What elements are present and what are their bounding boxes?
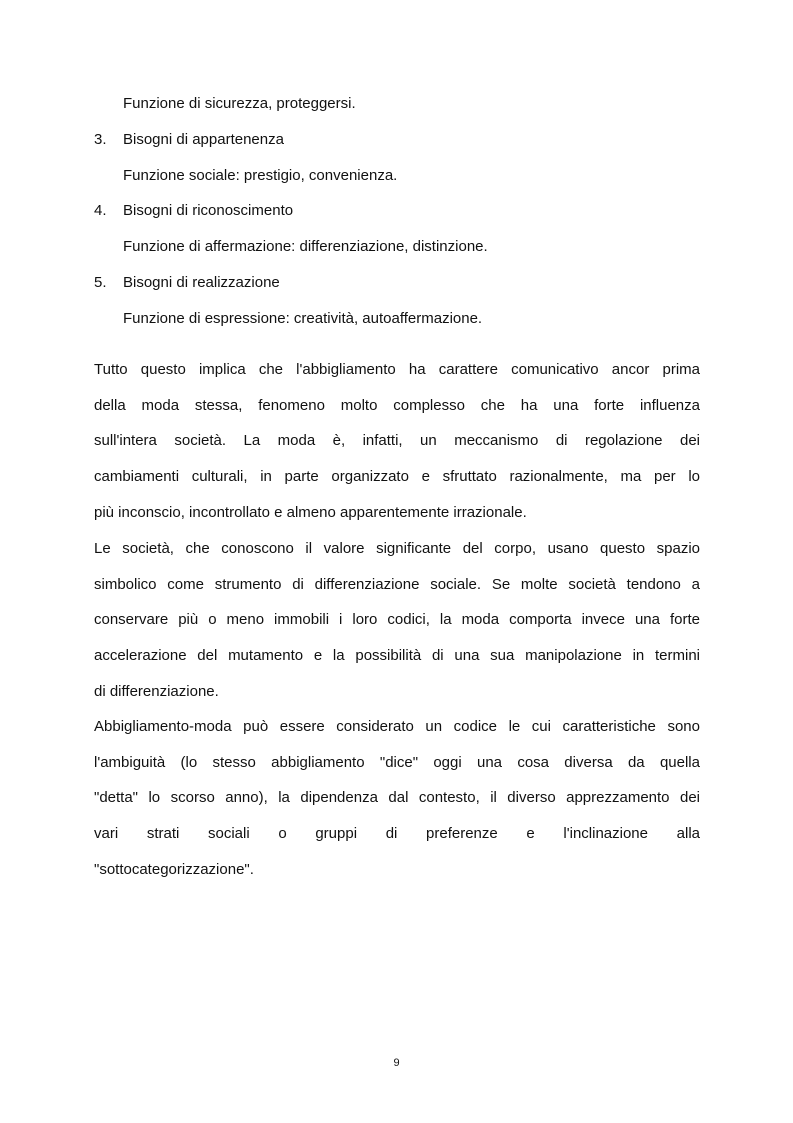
- paragraph-line: "sottocategorizzazione".: [94, 860, 254, 878]
- paragraph-line: vari strati sociali o gruppi di preferenze e l'inclinazione alla: [94, 825, 700, 843]
- paragraph-line: "detta" lo scorso anno), la dipendenza dal contesto, il diverso apprezzamento dei: [94, 789, 700, 807]
- paragraph-line: Tutto questo implica che l'abbigliamento ha carattere comunicativo ancor prima: [94, 361, 700, 378]
- list-item-number: 4.: [94, 202, 107, 219]
- list-item-detail: Funzione di affermazione: differenziazione, distinzione.: [123, 238, 488, 255]
- list-item-title: Bisogni di realizzazione: [123, 274, 280, 291]
- paragraph-line: simbolico come strumento di differenziazione sociale. Se molte società tendono a: [94, 575, 700, 593]
- paragraph-line: di differenziazione.: [94, 682, 219, 700]
- paragraph-line: conservare più o meno immobili i loro codici, la moda comporta invece una forte: [94, 611, 700, 629]
- list-item-title: Bisogni di appartenenza: [123, 131, 284, 148]
- body-paragraph: [94, 361, 700, 539]
- page-number: 9: [393, 1057, 400, 1069]
- list-item-title: Bisogni di riconoscimento: [123, 202, 294, 219]
- paragraph-line: cambiamenti culturali, in parte organizzato e sfruttato razionalmente, ma per lo: [94, 468, 700, 486]
- paragraph-line: più inconscio, incontrollato e almeno apparentemente irrazionale.: [94, 503, 527, 521]
- body-paragraph: [94, 540, 700, 718]
- list-continuation: Funzione di sicurezza, proteggersi.: [123, 95, 356, 112]
- list-item-number: 5.: [94, 274, 107, 291]
- list-item-detail: Funzione di espressione: creatività, autoaffermazione.: [123, 310, 483, 327]
- paragraph-line: sull'intera società. La moda è, infatti, un meccanismo di regolazione dei: [94, 432, 700, 450]
- body-paragraph: [94, 718, 700, 896]
- list-item-number: 3.: [94, 131, 107, 148]
- list-item-detail: Funzione sociale: prestigio, convenienza.: [123, 167, 398, 184]
- paragraph-line: Le società, che conoscono il valore significante del corpo, usano questo spazio: [94, 540, 700, 557]
- paragraph-line: della moda stessa, fenomeno molto complesso che ha una forte influenza: [94, 396, 700, 414]
- paragraph-line: accelerazione del mutamento e la possibilità di una sua manipolazione in termini: [94, 647, 700, 665]
- paragraph-line: Abbigliamento-moda può essere considerato un codice le cui caratteristiche sono: [94, 718, 700, 735]
- paragraph-line: l'ambiguità (lo stesso abbigliamento "dice" oggi una cosa diversa da quella: [94, 753, 700, 771]
